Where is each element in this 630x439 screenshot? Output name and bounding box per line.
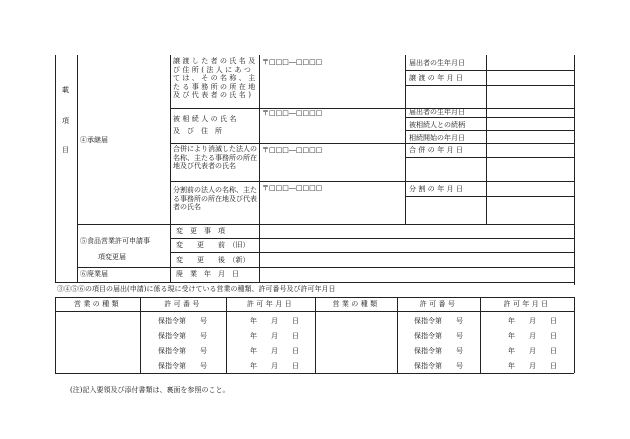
abolish-date-label: 廃 業 年 月 日 — [176, 270, 239, 278]
permit-number-cell[interactable]: 保指令第 号 — [414, 332, 463, 340]
transfer-date-label: 譲渡の年月日 — [409, 74, 466, 82]
row-line — [405, 117, 574, 118]
permit-date-cell[interactable]: 年 月 日 — [250, 362, 299, 370]
date-column-line — [486, 55, 487, 224]
row-line — [405, 85, 574, 86]
postal-code-field[interactable]: 〒□□□―□□□□ — [262, 184, 323, 192]
permit-date-cell[interactable]: 年 月 日 — [508, 317, 557, 325]
side-label-char: 目 — [62, 146, 69, 154]
change-item-label: 変 更 事 項 — [176, 227, 225, 235]
permit-number-cell[interactable]: 保指令第 号 — [414, 362, 463, 370]
table-header-permit-date: 許可年月日 — [247, 300, 294, 308]
table-bottom-line — [55, 373, 574, 374]
table-col-line — [574, 297, 575, 373]
item6-label: ⑥廃業届 — [80, 270, 108, 278]
permit-number-cell[interactable]: 保指令第 号 — [414, 347, 463, 355]
table-header-permit-number: 許可番号 — [164, 300, 202, 308]
item4-label: ④承継届 — [80, 136, 108, 144]
table-header-business-type: 営業の種類 — [74, 300, 121, 308]
row-line — [405, 196, 574, 197]
footnote: (注)記入要領及び添付書類は、裏面を参照のこと。 — [70, 386, 230, 394]
side-label-char: 載 — [62, 86, 69, 94]
permit-date-cell[interactable]: 年 月 日 — [508, 362, 557, 370]
permit-date-cell[interactable]: 年 月 日 — [508, 332, 557, 340]
postal-code-field[interactable]: 〒□□□―□□□□ — [262, 109, 323, 117]
side-column-line — [77, 55, 78, 282]
row-line — [170, 238, 574, 239]
permit-date-cell[interactable]: 年 月 日 — [250, 347, 299, 355]
label-column-line — [259, 55, 260, 282]
permit-number-cell[interactable]: 保指令第 号 — [414, 317, 463, 325]
applicant-birthdate-label: 届出者の生年月日 — [409, 59, 465, 67]
permit-date-cell[interactable]: 年 月 日 — [508, 347, 557, 355]
row-line — [77, 224, 574, 225]
relationship-label: 被相続人との続柄 — [409, 121, 465, 129]
split-date-label: 分割の年月日 — [409, 185, 466, 193]
permit-date-cell[interactable]: 年 月 日 — [250, 332, 299, 340]
permit-date-cell[interactable]: 年 月 日 — [250, 317, 299, 325]
table-header-permit-number: 許可番号 — [419, 300, 458, 308]
row-line — [405, 130, 574, 131]
side-label-char: 項 — [62, 117, 69, 125]
permit-number-cell[interactable]: 保指令第 号 — [158, 347, 207, 355]
row-line — [170, 143, 574, 144]
value-column-line — [405, 55, 406, 224]
row-line — [405, 70, 574, 71]
row-line — [77, 267, 574, 268]
row-line — [405, 157, 574, 158]
row-line — [170, 181, 574, 182]
permit-number-cell[interactable]: 保指令第 号 — [158, 332, 207, 340]
merger-date-label: 合併の年月日 — [409, 146, 466, 154]
permit-number-cell[interactable]: 保指令第 号 — [158, 362, 207, 370]
inheritance-date-label: 相続開始の年月日 — [409, 134, 465, 142]
permit-number-cell[interactable]: 保指令第 号 — [158, 317, 207, 325]
category-column-line — [170, 55, 171, 282]
item5-label-line1: ⑤食品営業許可申請事 — [80, 237, 150, 245]
transferor-label: 譲渡した者の氏名及び住所(法人にあつては、その名称、主たる事務所の所在地及び代表者の氏名) — [173, 57, 258, 99]
frame-left-line — [55, 55, 56, 282]
frame-right-line — [574, 55, 575, 285]
postal-code-field[interactable]: 〒□□□―□□□□ — [262, 146, 323, 154]
permit-section-heading: ③④⑤⑥の項目の届出(申請)に係る現に受けている営業の種類、許可番号及び許可年月日 — [57, 285, 336, 293]
table-header-business-type: 営業の種類 — [332, 300, 380, 308]
postal-code-field[interactable]: 〒□□□―□□□□ — [262, 58, 323, 66]
change-after-label: 変 更 後 （新） — [176, 256, 250, 264]
table-header-permit-date: 許可年月日 — [503, 300, 551, 308]
merged-corp-label: 合併により消滅した法人の名称、主たる事務所の所在地及び代表者の氏名 — [173, 145, 257, 170]
decedent-label-line1: 被相続人の氏名 — [173, 115, 239, 123]
applicant-birthdate-label: 届出者の生年月日 — [409, 108, 465, 116]
split-corp-label: 分割前の法人の名称、主たる事務所の所在地及び代表者の氏名 — [173, 186, 257, 211]
change-before-label: 変 更 前 （旧） — [176, 241, 250, 249]
decedent-label-line2: 及 び 住 所 — [173, 127, 222, 135]
item5-label-line2: 項変更届 — [98, 253, 126, 261]
row-line — [55, 282, 574, 283]
row-line — [170, 252, 574, 253]
row-line — [170, 108, 574, 109]
